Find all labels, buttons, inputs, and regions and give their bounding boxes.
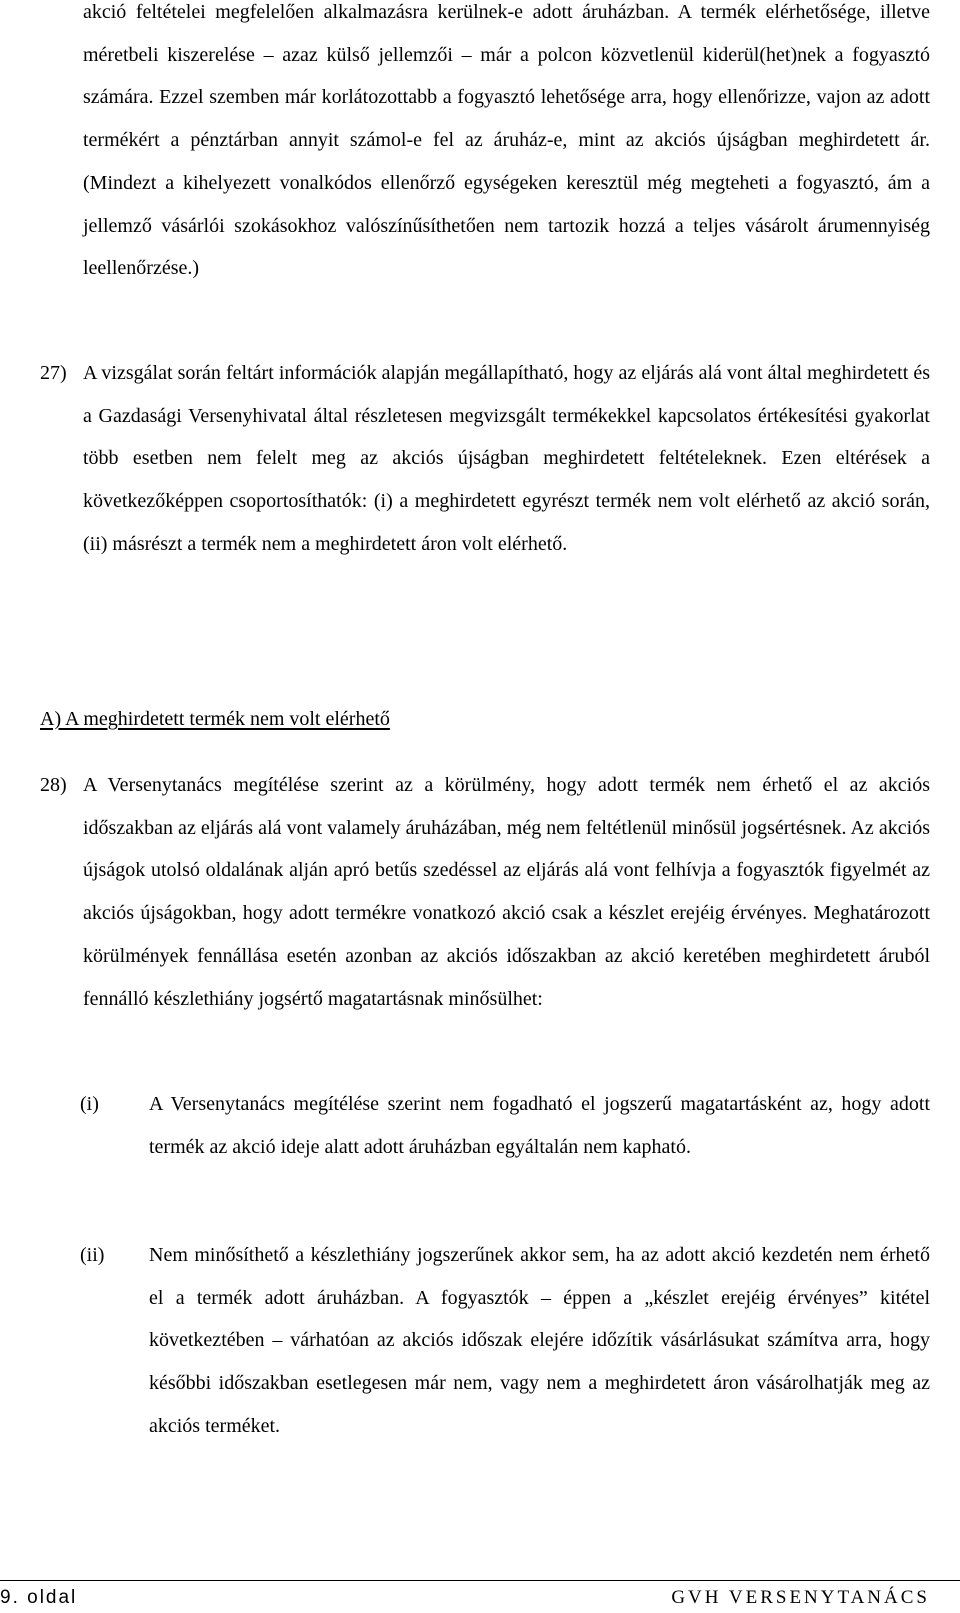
intro-paragraph: akció feltételei megfelelően alkalmazásra kerülnek-e adott áruházban. A termék elérhetősége, illetve méretbeli kiszerelése – azaz külső jellemzői – már a polcon közvetlenül kiderül(het)nek a fogyasztó számára. Ezzel szemben már korlátozottabb a fogyasztó lehetősége arra, hogy ellenőrizze, vajon az adott termékért a pénztárban annyit számol-e fel az áruház-e, mint az akciós újságban meghirdetett ár. (Mindezt a kihelyezett vonalkódos ellenőrző egységeken keresztül még megteheti a fogyasztó, ám a jellemző vásárlói szokásokhoz valószínűsíthetően nem tartozik hozzá a teljes vásárolt árumennyiség leellenőrzése.) [83,1,930,280]
page-number: 9. oldal [0,1587,78,1608]
list-item [80,1234,930,1448]
paragraph-number: 28) [40,774,67,796]
list-item [80,1083,930,1168]
paragraph-27 [40,352,930,566]
footer-divider [0,1580,960,1581]
list-item-label: (i) [80,1093,99,1115]
paragraph-text: A vizsgálat során feltárt információk alapján megállapítható, hogy az eljárás alá vont által meghirdetett és a Gazdasági Versenyhivatal által részletesen megvizsgált termékekkel kapcsolatos értékesítési gyakorlat több esetben nem felelt meg az akciós újságban meghirdetett feltételeknek. Ezen eltérések a következőképpen csoportosíthatók: (i) a meghirdetett egyrészt termék nem volt elérhető az akció során, (ii) másrészt a termék nem a meghirdetett áron volt elérhető. [83,362,930,555]
footer-organization: GVH VERSENYTANÁCS [671,1587,930,1608]
paragraph-28 [40,764,930,1020]
list-item-text: A Versenytanács megítélése szerint nem fogadható el jogszerű magatartásként az, hogy adott termék az akció ideje alatt adott áruházban egyáltalán nem kapható. [149,1093,930,1158]
paragraph-number: 27) [40,362,67,384]
section-heading: A) A meghirdetett termék nem volt elérhető [40,708,390,730]
list-item-text: Nem minősíthető a készlethiány jogszerűnek akkor sem, ha az adott akció kezdetén nem érhető el a termék adott áruházban. A fogyasztók – éppen a „készlet erejéig érvényes” kitétel következtében – várhatóan az akciós időszak elejére időzítik vásárlásukat számítva arra, hogy későbbi időszakban esetlegesen már nem, vagy nem a meghirdetett áron vásárolhatják meg az akciós terméket. [149,1244,930,1437]
list-item-label: (ii) [80,1244,105,1266]
paragraph-text: A Versenytanács megítélése szerint az a körülmény, hogy adott termék nem érhető el az akciós időszakban az eljárás alá vont valamely áruházában, még nem feltétlenül minősül jogsértésnek. Az akciós újságok utolsó oldalának alján apró betűs szedéssel az eljárás alá vont felhívja a fogyasztók figyelmét az akciós újságokban, hogy adott termékre vonatkozó akció csak a készlet erejéig érvényes. Meghatározott körülmények fennállása esetén azonban az akciós időszakban az akció keretében meghirdetett áruból fennálló készlethiány jogsértő magatartásnak minősülhet: [83,774,930,1010]
